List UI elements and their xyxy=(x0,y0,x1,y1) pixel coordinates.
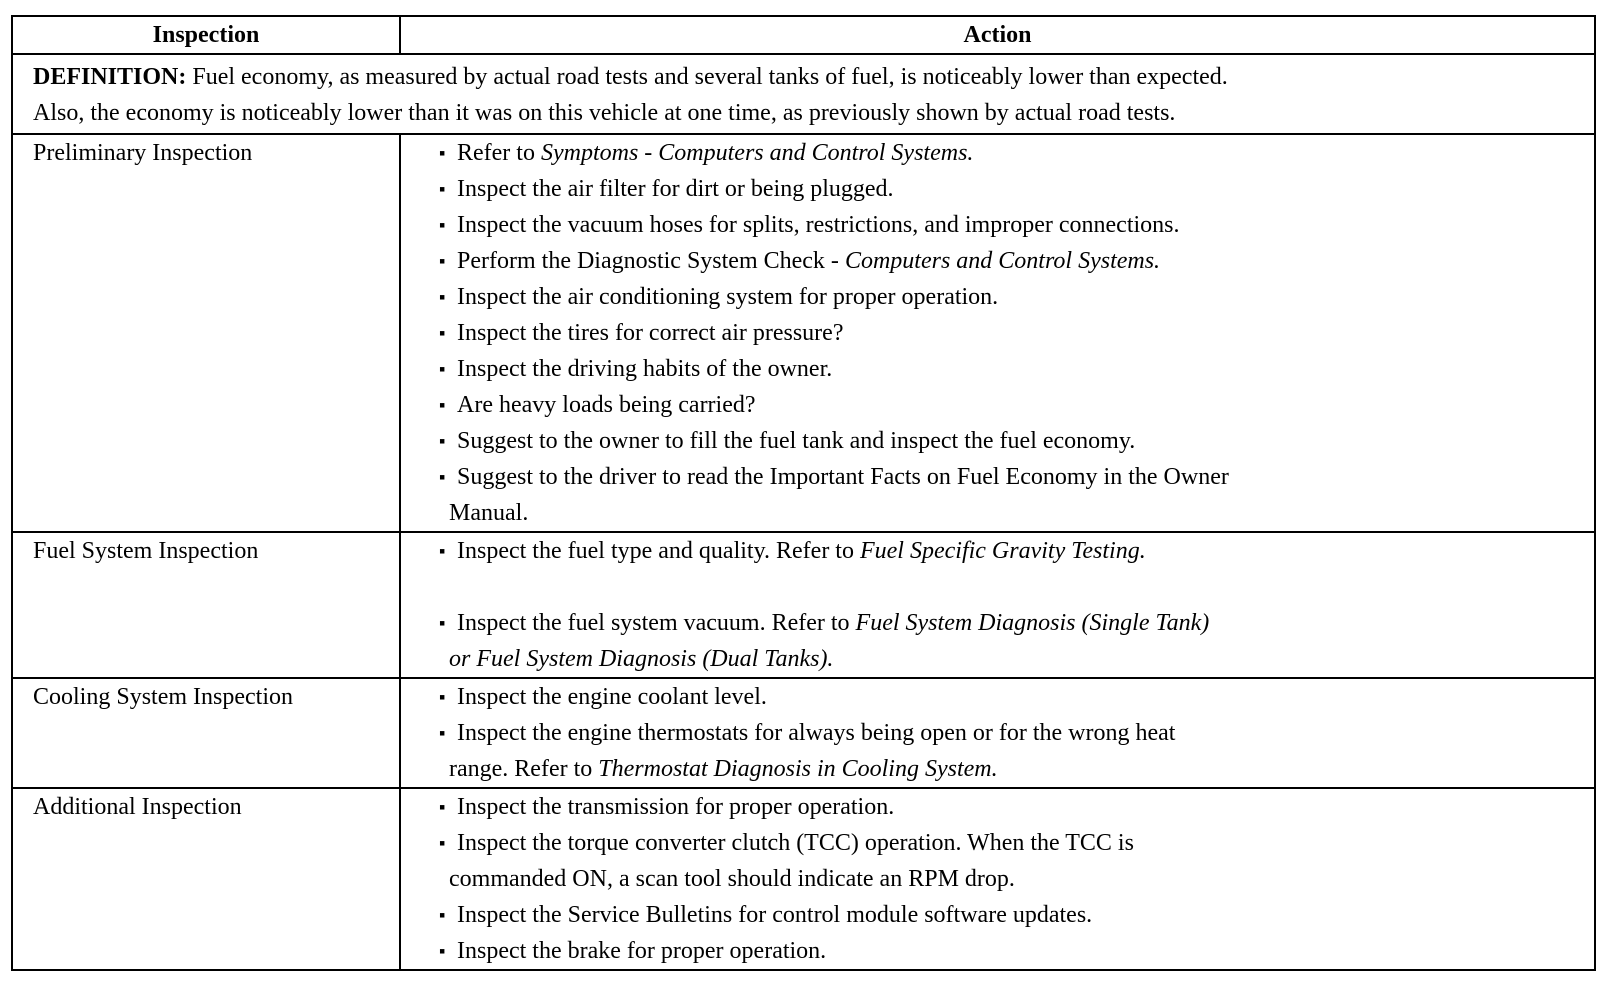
step-item xyxy=(401,825,1534,861)
step-reference: Symptoms - Computers and Control Systems. xyxy=(540,140,974,166)
section-name: Additional Inspection xyxy=(33,794,242,820)
section-name-cell xyxy=(12,532,400,678)
section-row-additional xyxy=(12,788,1595,970)
step-text: Inspect the driving habits of the owner. xyxy=(457,356,833,382)
step-text: Inspect the tires for correct air pressure? xyxy=(457,320,844,346)
bullet-icon: ▪ xyxy=(439,941,446,961)
definition-label: DEFINITION: xyxy=(33,64,187,90)
step-item xyxy=(401,315,1534,351)
section-name-cell xyxy=(12,678,400,788)
section-name-cell xyxy=(12,134,400,532)
step-item xyxy=(401,789,1534,825)
step-item xyxy=(401,243,1534,279)
section-row-cooling-system xyxy=(12,678,1595,788)
bullet-icon: ▪ xyxy=(439,797,446,817)
step-continuation: Manual. xyxy=(449,500,529,526)
section-name-cell xyxy=(12,788,400,970)
bullet-icon: ▪ xyxy=(439,431,446,451)
step-text: Refer to xyxy=(457,140,541,166)
step-item xyxy=(401,207,1534,243)
section-steps-cell xyxy=(400,134,1595,532)
bullet-icon: ▪ xyxy=(439,179,446,199)
section-name: Cooling System Inspection xyxy=(33,684,293,710)
section-row-fuel-system xyxy=(12,532,1595,678)
steps-list xyxy=(401,605,1594,641)
step-text: Inspect the transmission for proper operation. xyxy=(457,794,895,820)
steps-list xyxy=(401,679,1594,751)
step-item xyxy=(401,605,1534,641)
step-reference: Fuel Specific Gravity Testing. xyxy=(859,538,1146,564)
step-text: Inspect the brake for proper operation. xyxy=(457,938,827,964)
step-text: Inspect the fuel type and quality. Refer to xyxy=(457,538,860,564)
step-continuation: range. Refer to xyxy=(449,756,599,782)
step-text: Perform the Diagnostic System Check - xyxy=(457,248,845,274)
definition-row xyxy=(12,54,1595,134)
bullet-icon: ▪ xyxy=(439,215,446,235)
section-steps-cell xyxy=(400,678,1595,788)
steps-list xyxy=(401,897,1594,969)
section-name: Fuel System Inspection xyxy=(33,538,259,564)
definition-line-2: Also, the economy is noticeably lower than it was on this vehicle at one time, as previously shown by actual road tests. xyxy=(33,100,1176,126)
header-action: Action xyxy=(400,16,1595,54)
bullet-icon: ▪ xyxy=(439,541,446,561)
step-text: Suggest to the driver to read the Important Facts on Fuel Economy in the Owner xyxy=(457,464,1229,490)
step-text: Suggest to the owner to fill the fuel tank and inspect the fuel economy. xyxy=(457,428,1136,454)
step-item xyxy=(401,459,1534,495)
step-text: Inspect the air conditioning system for proper operation. xyxy=(457,284,999,310)
step-item xyxy=(401,135,1534,171)
bullet-icon: ▪ xyxy=(439,467,446,487)
step-reference: Fuel System Diagnosis (Single Tank) xyxy=(855,610,1210,636)
bullet-icon: ▪ xyxy=(439,395,446,415)
step-item xyxy=(401,933,1534,969)
steps-list xyxy=(401,533,1594,569)
definition-line-1: Fuel economy, as measured by actual road tests and several tanks of fuel, is noticeably lower than expected. xyxy=(192,64,1228,90)
bullet-icon: ▪ xyxy=(439,687,446,707)
header-row xyxy=(12,16,1595,54)
step-text: Are heavy loads being carried? xyxy=(457,392,756,418)
step-item xyxy=(401,897,1534,933)
step-text: Inspect the vacuum hoses for splits, restrictions, and improper connections. xyxy=(457,212,1180,238)
header-inspection: Inspection xyxy=(12,16,400,54)
step-item xyxy=(401,679,1534,715)
step-text: Inspect the Service Bulletins for control module software updates. xyxy=(457,902,1093,928)
section-name: Preliminary Inspection xyxy=(33,140,253,166)
step-reference-continuation: Thermostat Diagnosis in Cooling System. xyxy=(598,756,998,782)
bullet-icon: ▪ xyxy=(439,287,446,307)
bullet-icon: ▪ xyxy=(439,323,446,343)
step-reference-continuation: or Fuel System Diagnosis (Dual Tanks). xyxy=(449,646,834,672)
section-steps-cell xyxy=(400,788,1595,970)
bullet-icon: ▪ xyxy=(439,143,446,163)
step-item xyxy=(401,423,1534,459)
bullet-icon: ▪ xyxy=(439,613,446,633)
bullet-icon: ▪ xyxy=(439,723,446,743)
step-text: Inspect the air filter for dirt or being plugged. xyxy=(457,176,894,202)
bullet-icon: ▪ xyxy=(439,251,446,271)
step-text: Inspect the torque converter clutch (TCC) operation. When the TCC is xyxy=(457,830,1134,856)
bullet-icon: ▪ xyxy=(439,833,446,853)
steps-list xyxy=(401,135,1594,495)
step-item xyxy=(401,351,1534,387)
section-row-preliminary xyxy=(12,134,1595,532)
section-steps-cell xyxy=(400,532,1595,678)
step-item xyxy=(401,171,1534,207)
steps-list xyxy=(401,789,1594,861)
step-text: Inspect the engine thermostats for always being open or for the wrong heat xyxy=(457,720,1176,746)
step-continuation: commanded ON, a scan tool should indicate an RPM drop. xyxy=(449,866,1015,892)
step-item xyxy=(401,387,1534,423)
bullet-icon: ▪ xyxy=(439,359,446,379)
step-text: Inspect the fuel system vacuum. Refer to xyxy=(457,610,856,636)
step-text: Inspect the engine coolant level. xyxy=(457,684,767,710)
diagnostic-table xyxy=(11,15,1596,971)
step-item xyxy=(401,533,1534,569)
step-item xyxy=(401,279,1534,315)
step-reference: Computers and Control Systems. xyxy=(844,248,1161,274)
bullet-icon: ▪ xyxy=(439,905,446,925)
step-item xyxy=(401,715,1534,751)
definition-cell xyxy=(12,54,1595,134)
